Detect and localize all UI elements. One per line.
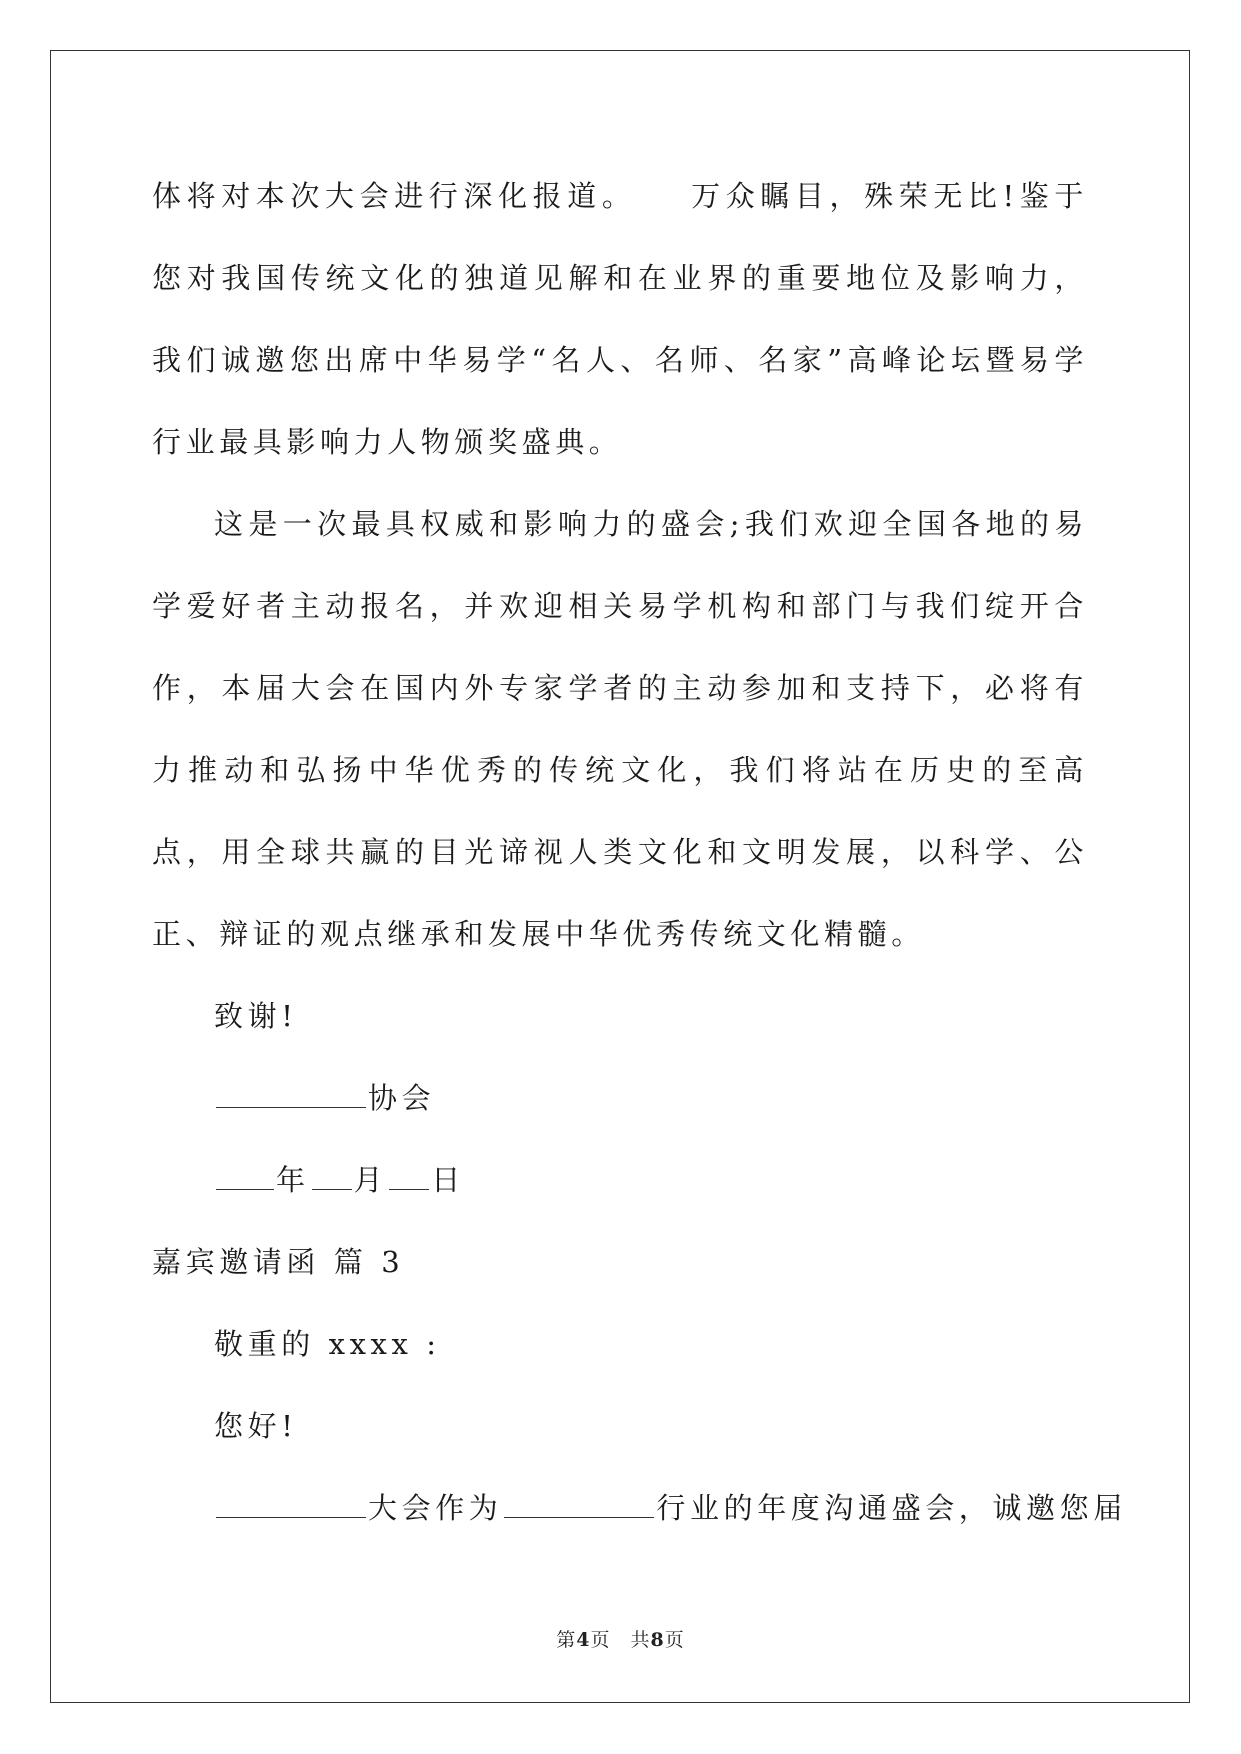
invitation-body-line xyxy=(152,1467,1127,1549)
footer-suffix: 页 xyxy=(664,1629,685,1651)
section-heading: 嘉宾邀请函 篇 3 xyxy=(152,1245,405,1279)
page-footer xyxy=(0,1625,1241,1652)
greeting: 您好! xyxy=(214,1409,298,1443)
date-line xyxy=(152,1139,1088,1221)
document-body xyxy=(152,155,1127,1549)
body-text-part2: 行业的年度沟通盛会，诚邀您届 xyxy=(656,1491,1127,1525)
organization-suffix: 协会 xyxy=(368,1081,436,1115)
footer-page-number: 4 xyxy=(576,1629,591,1651)
blank-field xyxy=(312,1163,352,1190)
blank-field xyxy=(216,1491,366,1518)
footer-middle: 页 共 xyxy=(590,1629,651,1651)
paragraph-invitation: 体将对本次大会进行深化报道。 万众瞩目，殊荣无比!鉴于您对我国传统文化的独道见解和在业界的重要地位及影响力，我们诚邀您出席中华易学“名人、名师、名家”高峰论坛暨易学行业最具影响力人物颁奖盛典。 xyxy=(152,179,1088,459)
footer-prefix: 第 xyxy=(556,1629,577,1651)
date-month-label: 月 xyxy=(353,1163,388,1197)
footer-total-pages: 8 xyxy=(650,1629,665,1651)
blank-field xyxy=(216,1081,366,1108)
salutation: 敬重的 xxxx : xyxy=(214,1327,441,1361)
body-text-part1: 大会作为 xyxy=(368,1491,503,1525)
organization-signature xyxy=(152,1057,1088,1139)
thanks-line: 致谢! xyxy=(214,999,298,1033)
date-year-label: 年 xyxy=(276,1163,310,1197)
blank-field xyxy=(504,1491,654,1518)
blank-field xyxy=(389,1163,429,1190)
paragraph-event-description: 这是一次最具权威和影响力的盛会;我们欢迎全国各地的易学爱好者主动报名，并欢迎相关易学机构和部门与我们绽开合作，本届大会在国内外专家学者的主动参加和支持下，必将有力推动和弘扬中华优秀的传统文化，我们将站在历史的至高点，用全球共赢的目光谛视人类文化和文明发展，以科学、公正、辩证的观点继承和发展中华优秀传统文化精髓。 xyxy=(152,507,1088,951)
blank-field xyxy=(216,1163,274,1190)
date-day-label: 日 xyxy=(431,1163,465,1197)
